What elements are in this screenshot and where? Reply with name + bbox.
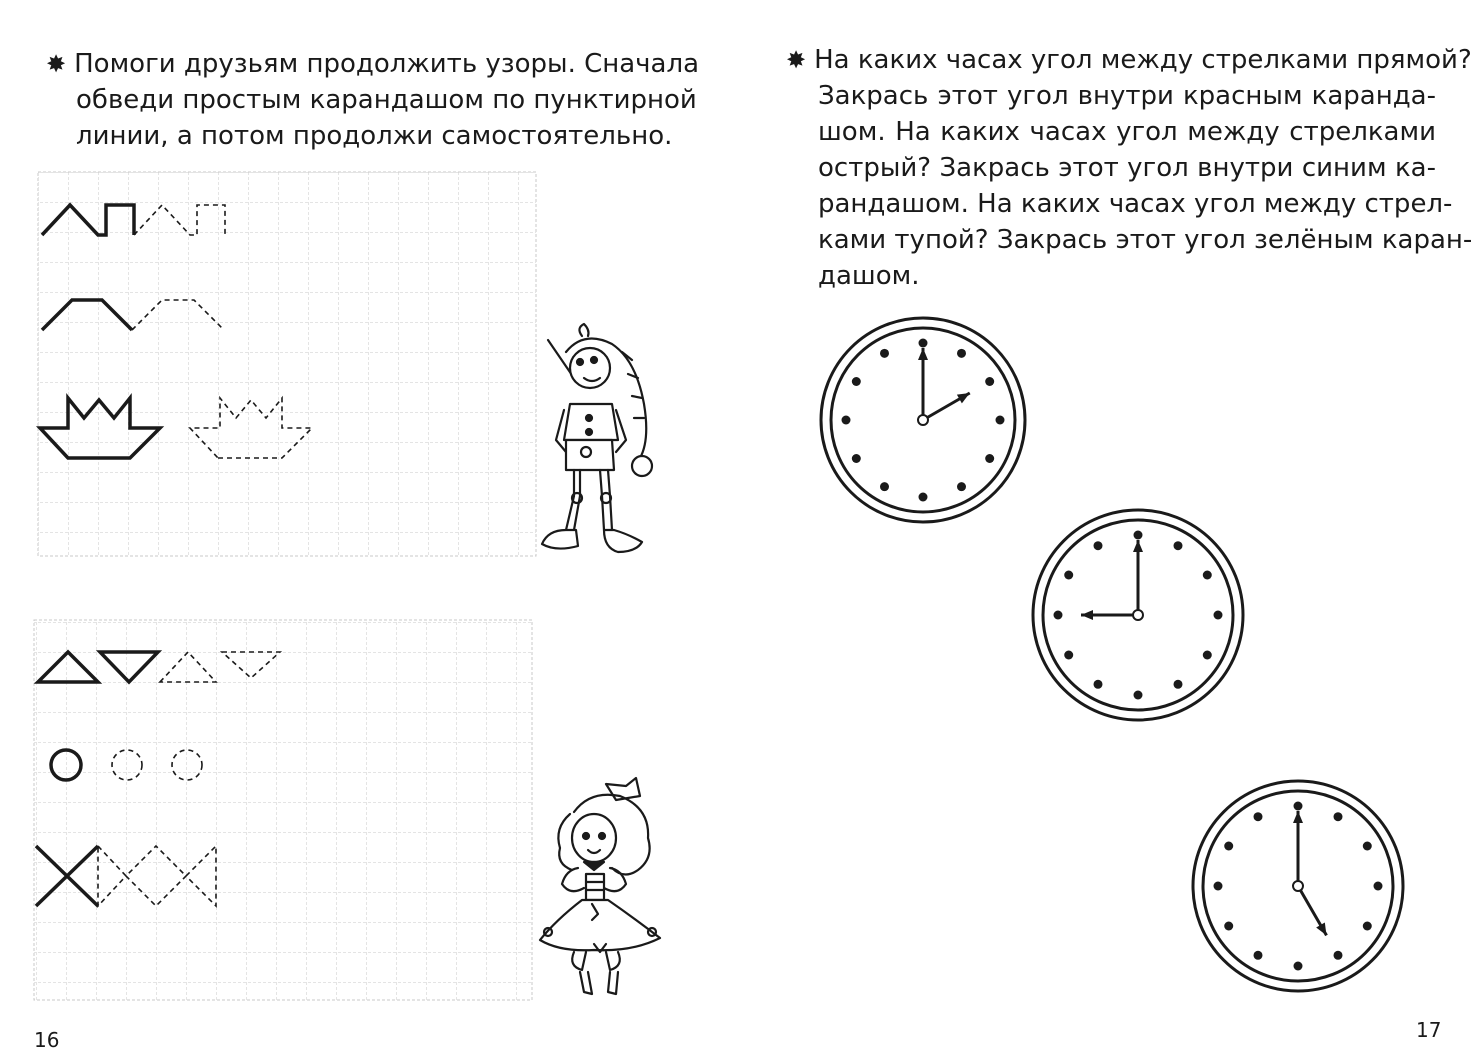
star-bullet-icon: ✸ — [786, 46, 807, 74]
clocks — [821, 318, 1403, 991]
hour-dot — [1134, 691, 1143, 700]
hour-dot — [1174, 541, 1183, 550]
clock-center — [1133, 610, 1143, 620]
right-instruction-line-4: острый? Закрась этот угол внутри синим ка- — [818, 153, 1436, 183]
left-instruction-line-2: обведи простым карандашом по пунктирной — [76, 85, 697, 115]
hour-dot — [1203, 651, 1212, 660]
lower-grid — [34, 620, 532, 1000]
right-instruction-line-5: рандашом. На каких часах угол между стрел- — [818, 189, 1453, 219]
hour-dot — [1174, 680, 1183, 689]
hour-dot — [957, 482, 966, 491]
hour-dot — [985, 377, 994, 386]
clock-center — [1293, 881, 1303, 891]
hour-dot — [1203, 571, 1212, 580]
hour-dot — [880, 482, 889, 491]
clock-center — [918, 415, 928, 425]
hour-dot — [842, 416, 851, 425]
hour-dot — [1134, 531, 1143, 540]
hour-dot — [1064, 571, 1073, 580]
hour-dot — [985, 454, 994, 463]
left-instruction-line-3: линии, а потом продолжи самостоятельно. — [76, 121, 673, 151]
left-instruction-line-1: ✸ Помоги друзьям продолжить узоры. Сначала — [46, 49, 700, 79]
hour-dot — [1254, 812, 1263, 821]
upper-grid — [38, 172, 536, 556]
pinocchio-illustration — [542, 324, 652, 552]
hour-dot — [1224, 922, 1233, 931]
hour-dot — [1254, 951, 1263, 960]
hour-dot — [1294, 962, 1303, 971]
hour-dot — [1294, 802, 1303, 811]
clock-9-oclock[interactable] — [1033, 510, 1243, 720]
hour-dot — [1363, 922, 1372, 931]
right-instruction-line-6: ками тупой? Закрась этот угол зелёным каран- — [818, 225, 1472, 255]
hour-dot — [957, 349, 966, 358]
hour-dot — [852, 454, 861, 463]
page-number-left: 16 — [34, 1028, 60, 1052]
hour-dot — [996, 416, 1005, 425]
hour-dot — [1334, 812, 1343, 821]
star-bullet-icon: ✸ — [46, 50, 67, 78]
hour-dot — [1224, 842, 1233, 851]
page-number-right: 17 — [1416, 1018, 1442, 1042]
hour-dot — [1334, 951, 1343, 960]
hour-dot — [1064, 651, 1073, 660]
hour-dot — [919, 339, 928, 348]
right-instruction-line-2: Закрась этот угол внутри красным каранда- — [818, 81, 1436, 111]
hour-dot — [1214, 611, 1223, 620]
hour-dot — [1054, 611, 1063, 620]
hour-dot — [919, 493, 928, 502]
hour-dot — [1214, 882, 1223, 891]
doll-illustration — [540, 778, 660, 994]
clock-2-oclock[interactable] — [821, 318, 1025, 522]
hour-dot — [1094, 680, 1103, 689]
hour-dot — [852, 377, 861, 386]
hour-dot — [1094, 541, 1103, 550]
hour-dot — [1374, 882, 1383, 891]
hour-dot — [880, 349, 889, 358]
clock-5-oclock[interactable] — [1193, 781, 1403, 991]
right-instruction-line-3: шом. На каких часах угол между стрелками — [818, 117, 1436, 147]
right-instruction-line-1: ✸ На каких часах угол между стрелками прямой? — [786, 45, 1472, 75]
hour-dot — [1363, 842, 1372, 851]
right-instruction-line-7: дашом. — [818, 261, 920, 291]
